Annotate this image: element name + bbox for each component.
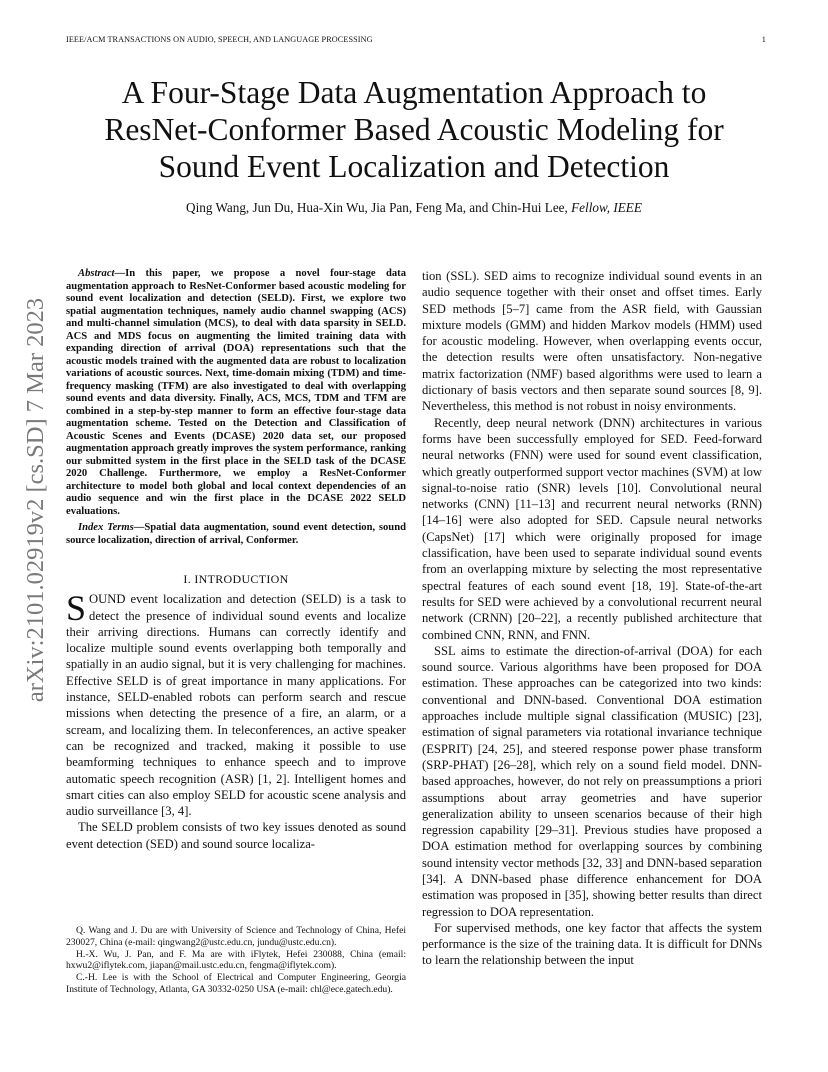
right-paragraph-3: SSL aims to estimate the direction-of-arrival (DOA) for each sound source. Various algorithms have been proposed for DOA estimation. These approaches can be categorized into two kinds: conventional and DNN-based. Conventional DOA estimation approaches include multiple signal classification (MUSIC) [23], estimation of signal parameters via rotational invariance technique (ESPRIT) [24, 25], and steered response power phase transform (SRP-PHAT) [26–28], which rely on a sound field model. DNN-based approaches, however, do not rely on preassumptions a priori assumptions about array geometries and have superior generalization ability to unseen scenarios because of their high regression capability [29–31]. Previous studies have proposed a DOA estimation method for overlapping sources by combining sound intensity vector methods [32, 33] and DNN-based separation [34]. A DNN-based phase difference enhancement for DOA estimation was proposed in [35], showing better results than direct regression to DOA representation.: [422, 643, 762, 919]
page-number: 1: [761, 35, 766, 44]
running-header: [66, 35, 766, 47]
intro-paragraph-2: The SELD problem consists of two key issues denoted as sound event detection (SED) and sound source localiza-: [66, 820, 406, 851]
index-terms: [66, 522, 406, 547]
arxiv-stamp: [18, 290, 54, 710]
intro-paragraph-1: [66, 588, 406, 819]
title-line-3: Sound Event Localization and Detection: [158, 149, 670, 184]
journal-name: IEEE/ACM TRANSACTIONS ON AUDIO, SPEECH, AND LANGUAGE PROCESSING: [66, 35, 373, 44]
index-terms-lead: Index Terms: [78, 522, 134, 533]
right-column: [422, 268, 762, 969]
index-terms-text: —Spatial data augmentation, sound event detection, sound source localization, direction of arrival, Conformer.: [66, 522, 406, 546]
intro-paragraph-1-text: OUND event localization and detection (SELD) is a task to detect the presence of individual sound events and localize their arriving directions. Humans can correctly identify and localize multiple sound events overlapping both temporally and spatially in an audio signal, but it is very challenging for machines. Effective SELD is of great importance in many applications. For instance, SELD-enabled robots can perform search and rescue missions when detecting the presence of a fire, an alarm, or a scream, and localizing them. In teleconferences, an active speaker can be recognized and tracked, making it possible to use beamforming techniques to enhance speech and to improve automatic speech recognition (ASR) [1, 2]. Intelligent homes and smart cities can also employ SELD for acoustic scene analysis and audio surveillance [3, 4].: [66, 592, 406, 819]
drop-cap: S: [66, 588, 87, 629]
section-heading: I. INTRODUCTION: [183, 572, 289, 586]
left-column: [66, 268, 406, 852]
paper-title: [60, 74, 768, 185]
right-paragraph-2: Recently, deep neural network (DNN) architectures in various forms have been successfully employed for SED. Feed-forward neural networks (FNN) were used for sound event classification, which greatly outperformed support vector machines (SVM) at low signal-to-noise ratio (SNR) levels [10]. Convolutional neural networks (CNN) [11–13] and recurrent neural networks (RNN) [14–16] were also adopted for SED. Capsule neural networks (CapsNet) [17] which were originally proposed for image classification, have been used to separate individual sound events from an overlapping mixture by selecting the most representative spectral features of each sound event [18, 19]. State-of-the-art results for SED were achieved by a convolutional recurrent neural network (CRNN) [20–22], a recently published architecture that combined CNN, RNN, and FNN.: [422, 415, 762, 642]
author-fellow: Fellow, IEEE: [571, 200, 642, 215]
title-line-1: A Four-Stage Data Augmentation Approach to: [121, 75, 707, 110]
footnote-1: Q. Wang and J. Du are with University of Science and Technology of China, Hefei 230027, China (e-mail: qingwang2@ustc.edu.cn, jundu@ustc.edu.cn).: [66, 925, 406, 948]
abstract-text: —In this paper, we propose a novel four-stage data augmentation approach to ResNet-Conformer based acoustic modeling for sound event localization and detection (SELD). First, we explore two spatial augmentation techniques, namely audio channel swapping (ACS) and multi-channel simulation (MCS), to deal with data sparsity in SELD. ACS and MDS focus on augmenting the limited training data with expanding direction of arrival (DOA) representations such that the acoustic models trained with the augmented data are robust to localization variations of acoustic sources. Next, time-domain mixing (TDM) and time-frequency masking (TFM) are also investigated to deal with overlapping sound events and data diversity. Finally, ACS, MCS, TDM and TFM are combined in a step-by-step manner to form an effective four-stage data augmentation scheme. Tested on the Detection and Classification of Acoustic Scenes and Events (DCASE) 2020 data set, our proposed augmentation approach greatly improves the system performance, ranking our submitted system in the first place in the SELD task of the DCASE 2020 Challenge. Furthermore, we employ a ResNet-Conformer architecture to model both global and local context dependencies of an audio sequence and win the first place in the DCASE 2022 SELD evaluations.: [66, 268, 406, 517]
footnotes: [66, 925, 406, 996]
right-paragraph-1: tion (SSL). SED aims to recognize individual sound events in an audio sequence together with their onset and offset times. Early SED methods [5–7] came from the ASR field, with Gaussian mixture models (GMM) and hidden Markov models (HMM) used for acoustic modeling. However, when overlapping events occur, the detection results were often unsatisfactory. Non-negative matrix factorization (NMF) based algorithms were used to learn a dictionary of basis vectors and then separate sound sources [8, 9]. Nevertheless, this method is not robust in noisy environments.: [422, 269, 762, 414]
abstract-lead: Abstract: [78, 268, 115, 279]
footnote-3: C.-H. Lee is with the School of Electrical and Computer Engineering, Georgia Institute of Technology, Atlanta, GA 30332-0250 USA (e-mail: chl@ece.gatech.edu).: [66, 972, 406, 995]
right-paragraph-4: For supervised methods, one key factor that affects the system performance is the size of the training data. It is difficult for DNNs to learn the relationship between the input: [422, 920, 762, 968]
author-names: Qing Wang, Jun Du, Hua-Xin Wu, Jia Pan, Feng Ma, and Chin-Hui Lee,: [186, 200, 572, 215]
author-list: [60, 200, 768, 216]
abstract: [66, 268, 406, 518]
arxiv-stamp-text: arXiv:2101.02919v2 [cs.SD] 7 Mar 2023: [22, 297, 49, 703]
footnote-2: H.-X. Wu, J. Pan, and F. Ma are with iFlytek, Hefei 230088, China (email: hxwu2@iflytek.com, jiapan@mail.ustc.edu.cn, fengma@iflytek.com).: [66, 948, 406, 972]
title-line-2: ResNet-Conformer Based Acoustic Modeling for: [104, 112, 724, 147]
